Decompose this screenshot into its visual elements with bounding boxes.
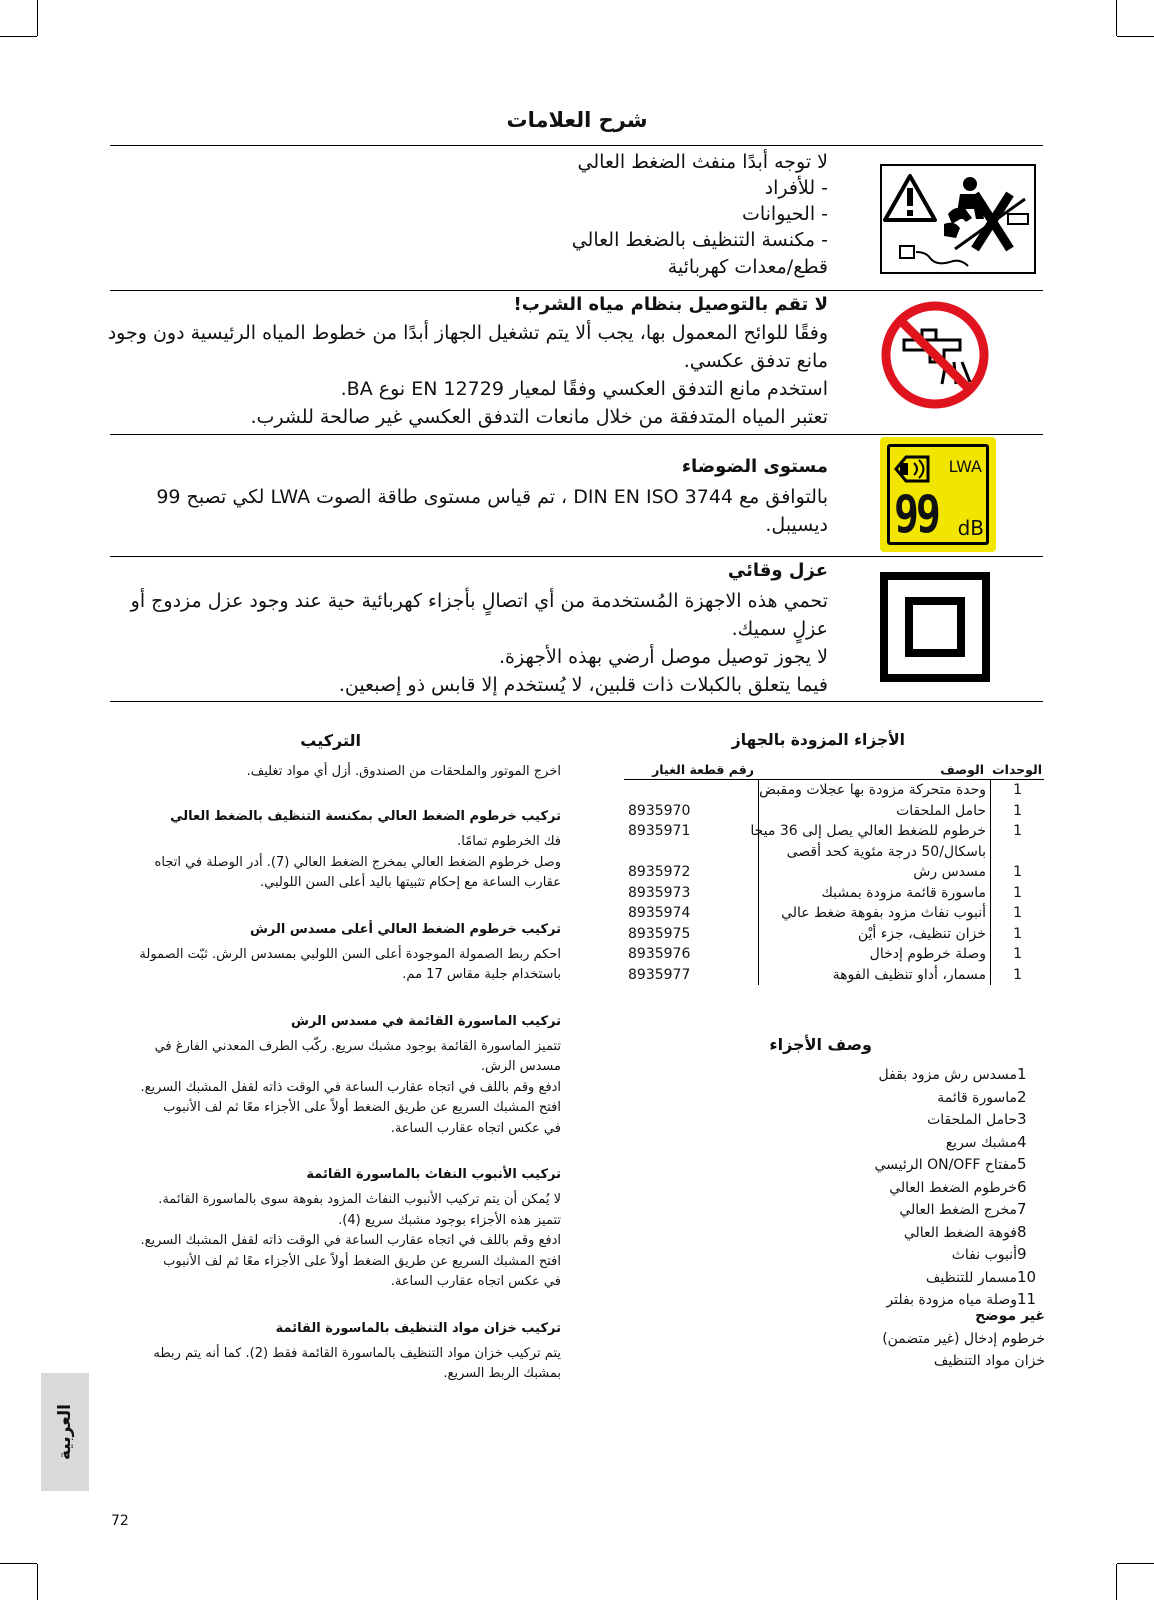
table-row: [624, 924, 1044, 945]
item-number: 11: [1017, 1290, 1037, 1308]
section-heading: لا تقم بالتوصيل بنظام مياه الشرب!: [513, 294, 828, 315]
parts-rows: [624, 780, 1044, 985]
assembly-text-line: وصل خرطوم الضغط العالي بمخرج الضغط العالي (7). أدر الوصلة في اتجاه: [154, 854, 561, 870]
assembly-text-line: بمشبك الربط السريع.: [443, 1366, 561, 1381]
divider: [110, 556, 1043, 557]
text-line: - مكنسة التنظيف بالضغط العالي: [571, 229, 828, 251]
table-row: [624, 780, 1044, 801]
cell-qty: [990, 842, 1044, 863]
col-spare: رقم قطعة الغيار: [652, 762, 754, 777]
col-units: الوحدات: [992, 762, 1042, 777]
assembly-subheading: تركيب خزان مواد التنظيف بالماسورة القائمة: [275, 1320, 561, 1336]
cell-qty: 1: [990, 944, 1044, 965]
table-row: [624, 821, 1044, 842]
cell-part: 8935977: [628, 966, 691, 983]
assembly-text-line: افتح المشبك السريع عن طريق الضغط أولاً على الأجزاء معًا ثم لف الأنبوب: [163, 1253, 561, 1269]
text-line: ديسيبل.: [765, 514, 828, 536]
text-line: لا يجوز توصيل موصل أرضي بهذه الأجهزة.: [499, 646, 828, 668]
text-line: تحمي هذه الاجهزة المُستخدمة من أي اتصالٍ بأجزاء كهربائية حية عند وجود عزل مزدوج أو: [130, 590, 828, 612]
badge-value: 99: [894, 485, 938, 545]
cell-desc: مسمار، أداو تنظيف الفوهة: [758, 965, 990, 986]
item-label: مشبك سريع: [945, 1134, 1017, 1151]
crop-mark: [1116, 1564, 1117, 1600]
item-number: 7: [1017, 1200, 1027, 1218]
assembly-text-line: احكم ربط الصمولة الموجودة أعلى السن اللولبي بمسدس الرش. ثبّت الصمولة: [139, 946, 561, 962]
item-label: حامل الملحقات: [927, 1112, 1017, 1128]
assembly-heading: التركيب: [300, 731, 361, 750]
item-label: مفتاح ON/OFF الرئيسي: [874, 1157, 1017, 1173]
not-shown-item: خرطوم إدخال (غير متضمن): [882, 1331, 1045, 1347]
cell-part: 8935970: [628, 802, 691, 819]
badge-lwa: LWA: [948, 457, 982, 476]
page-number: 72: [111, 1513, 129, 1529]
table-row: [624, 862, 1044, 883]
text-line: عزلٍ سميك.: [731, 618, 828, 640]
cell-desc: مسدس رش: [758, 862, 990, 883]
assembly-text-line: في عكس اتجاه عقارب الساعة.: [390, 1274, 561, 1289]
cell-qty: 1: [990, 780, 1044, 801]
crop-mark: [37, 1564, 38, 1600]
cell-qty: 1: [990, 924, 1044, 945]
item-label: مسدس رش مزود بقفل: [878, 1067, 1017, 1083]
text-line: مانع تدفق عكسي.: [683, 350, 828, 372]
table-row: [624, 883, 1044, 904]
assembly-subheading: تركيب خرطوم الضغط العالي أعلى مسدس الرش: [249, 921, 561, 937]
crop-mark: [37, 0, 38, 36]
crop-mark: [0, 1563, 37, 1564]
item-label: مخرج الضغط العالي: [899, 1202, 1017, 1218]
assembly-text-line: مسدس الرش.: [480, 1059, 561, 1074]
assembly-text-line: عقارب الساعة مع إحكام تثبيتها باليد أعلى السن اللولبي.: [259, 875, 561, 890]
no-water-mains-icon: [880, 300, 990, 410]
item-number: 1: [1017, 1065, 1027, 1083]
table-row: [624, 944, 1044, 965]
divider: [110, 290, 1043, 291]
list-item: [868, 1267, 1045, 1290]
item-number: 8: [1017, 1222, 1027, 1241]
parts-heading: الأجزاء المزودة بالجهاز: [731, 731, 905, 749]
badge-unit: dB: [957, 516, 984, 540]
cell-desc: أنبوب نفاث مزود بفوهة ضغط عالي: [758, 903, 990, 924]
cell-desc: حامل الملحقات: [758, 801, 990, 822]
item-number: 4: [1017, 1132, 1027, 1151]
list-item: [868, 1109, 1045, 1132]
table-row: [624, 903, 1044, 924]
assembly-text-line: باستخدام جلبة مقاس 17 مم.: [402, 967, 561, 982]
cell-desc: خرطوم للضغط العالي يصل إلى 36 ميجا: [758, 821, 990, 842]
item-label: خرطوم الضغط العالي: [889, 1179, 1017, 1196]
assembly-text-line: ادفع وقم باللف في اتجاه عقارب الساعة في الوقت ذاته لقفل المشبك السريع.: [140, 1079, 561, 1095]
language-tab: [41, 1373, 89, 1491]
cell-part: [624, 842, 758, 863]
speaker-icon: [892, 449, 932, 489]
no-spray-warning-icon: [880, 164, 1036, 274]
assembly-text-line: لا يُمكن أن يتم تركيب الأنبوب النفاث المزود بفوهة سوى بالماسورة القائمة.: [158, 1192, 561, 1207]
cell-desc: ماسورة قائمة مزودة بمشبك: [758, 883, 990, 904]
list-item: [868, 1132, 1045, 1155]
item-label: أنبوب نفاث: [951, 1247, 1017, 1263]
assembly-text-line: افتح المشبك السريع عن طريق الضغط أولاً على الأجزاء معًا ثم لف الأنبوب: [163, 1100, 561, 1115]
crop-mark: [1117, 36, 1154, 37]
divider: [110, 701, 1043, 702]
not-shown-heading: غير موضح: [975, 1308, 1045, 1324]
list-item: [868, 1154, 1045, 1177]
cell-qty: 1: [990, 821, 1044, 842]
cell-part: 8935975: [628, 925, 691, 942]
text-line: بالتوافق مع DIN EN ISO 3744 ، تم قياس مستوى طاقة الصوت LWA لكي تصبح 99: [156, 486, 828, 508]
cell-part: 8935973: [628, 884, 691, 901]
cell-desc: باسكال/50 درجة مئوية كحد أقصى: [758, 842, 990, 863]
description-list: [868, 1064, 1045, 1312]
crop-mark: [1117, 1563, 1154, 1564]
assembly-text-line: تتميز الماسورة القائمة بوجود مشبك سريع. ركّب الطرف المعدني الفارغ في: [154, 1038, 561, 1054]
cell-part: 8935976: [628, 946, 691, 962]
parts-table: [624, 761, 1044, 985]
cell-part: [624, 780, 758, 801]
cell-qty: 1: [990, 862, 1044, 883]
crop-mark: [0, 36, 37, 37]
text-line: فيما يتعلق بالكبلات ذات قلبين، لا يُستخدم إلا قابس ذو إصبعين.: [338, 674, 828, 696]
cell-part: 8935974: [628, 905, 691, 921]
item-number: 9: [1017, 1245, 1027, 1263]
text-line: وفقًا للوائح المعمول بها، يجب ألا يتم تشغيل الجهاز أبدًا من خطوط المياه الرئيسية دون وجود: [107, 322, 828, 344]
list-item: [868, 1177, 1045, 1200]
text-line: تعتبر المياه المتدفقة من خلال مانعات التدفق العكسي غير صالحة للشرب.: [250, 406, 828, 428]
assembly-text-line: تتميز هذه الأجزاء بوجود مشبك سريع (4).: [338, 1212, 561, 1228]
assembly-text-line: يتم تركيب خزان مواد التنظيف بالماسورة القائمة فقط (2). كما أنه يتم ربطه: [153, 1345, 561, 1361]
item-number: 6: [1017, 1177, 1027, 1196]
item-number: 3: [1017, 1110, 1027, 1128]
section-heading: عزل وقائي: [727, 560, 828, 581]
list-item: [868, 1199, 1045, 1222]
divider: [110, 145, 1043, 146]
text-line: - الحيوانات: [741, 203, 828, 225]
item-label: مسمار للتنظيف: [925, 1269, 1017, 1286]
list-item: [868, 1244, 1045, 1267]
assembly-intro: اخرج الموتور والملحقات من الصندوق. أزل أي مواد تغليف.: [246, 764, 561, 779]
item-number: 2: [1017, 1087, 1027, 1106]
item-label: وصلة مياه مزودة بفلتر: [886, 1292, 1017, 1308]
assembly-subheading: تركيب خرطوم الضغط العالي بمكنسة التنظيف بالضغط العالي: [170, 809, 561, 824]
cell-qty: 1: [990, 903, 1044, 924]
list-item: [868, 1087, 1045, 1110]
cell-desc: وصلة خرطوم إدخال: [758, 944, 990, 965]
text-line: قطع/معدات كهربائية: [667, 256, 828, 278]
section-heading: مستوى الضوضاء: [681, 456, 828, 477]
double-insulation-icon: [880, 572, 990, 682]
item-label: فوهة الضغط العالي: [903, 1224, 1017, 1241]
assembly-text-line: فك الخرطوم تمامًا.: [457, 834, 561, 849]
text-line: لا توجه أبدًا منفث الضغط العالي: [577, 151, 828, 173]
table-row: [624, 842, 1044, 863]
list-item: [868, 1222, 1045, 1245]
list-item: [868, 1064, 1045, 1087]
item-number: 10: [1017, 1267, 1037, 1286]
col-desc: الوصف: [940, 762, 984, 777]
text-line: استخدم مانع التدفق العكسي وفقًا لمعيار EN 12729 نوع BA.: [340, 378, 828, 400]
cell-desc: وحدة متحركة مزودة بها عجلات ومقبض: [758, 780, 990, 801]
divider: [110, 434, 1043, 435]
page-title: شرح العلامات: [506, 108, 648, 132]
not-shown-item: خزان مواد التنظيف: [933, 1353, 1045, 1369]
cell-part: 8935972: [628, 864, 691, 880]
item-label: ماسورة قائمة: [937, 1089, 1017, 1106]
assembly-text-line: في عكس اتجاه عقارب الساعة.: [390, 1120, 561, 1136]
table-row: [624, 801, 1044, 822]
cell-qty: 1: [990, 883, 1044, 904]
cell-qty: 1: [990, 801, 1044, 822]
cell-desc: خزان تنظيف، جزء أيْن: [758, 924, 990, 945]
item-number: 5: [1017, 1155, 1027, 1173]
table-row: [624, 965, 1044, 986]
assembly-subheading: تركيب الأنبوب النفاث بالماسورة القائمة: [306, 1167, 561, 1182]
noise-level-badge: [880, 437, 996, 552]
crop-mark: [1116, 0, 1117, 36]
assembly-text-line: ادفع وقم باللف في اتجاه عقارب الساعة في الوقت ذاته لقفل المشبك السريع.: [140, 1233, 561, 1248]
assembly-subheading: تركيب الماسورة القائمة في مسدس الرش: [290, 1013, 561, 1029]
cell-part: 8935971: [628, 823, 691, 839]
text-line: - للأفراد: [764, 177, 828, 199]
language-label: العربية: [55, 1403, 75, 1461]
cell-qty: 1: [990, 965, 1044, 986]
description-heading: وصف الأجزاء: [769, 1035, 872, 1054]
